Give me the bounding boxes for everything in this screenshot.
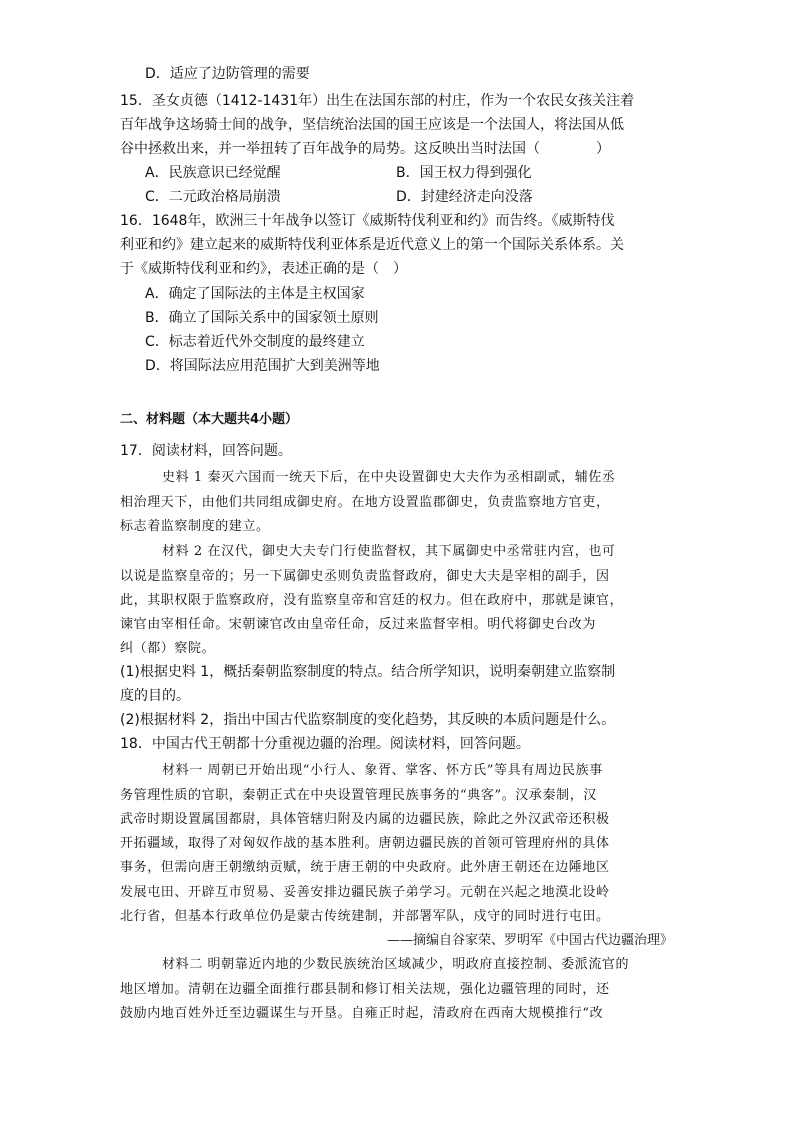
q18-material1-line-1: 材料一 周朝已开始出现“小行人、象胥、掌客、怀方氏”等具有周边民族事 — [162, 763, 603, 778]
q17-material1-line-2: 相治理天下，由他们共同组成御史府。在地方设置监郡御史，负责监察地方官吏， — [120, 495, 610, 510]
q16-option-d: D．将国际法应用范围扩大到美洲等地 — [145, 358, 380, 374]
q17-material2-line-3: 此，其职权限于监察政府，没有监察皇帝和宫廷的权力。但在政府中，那就是谏官， — [120, 593, 624, 608]
q16-option-b: B．确立了国际关系中的国家领土原则 — [145, 310, 379, 326]
q18-material1-line-2: 务管理性质的官职，秦朝正式在中央设置管理民族事务的“典客”。汉承秦制，汉 — [120, 788, 597, 803]
q16-stem-line-1: 16．1648年，欧洲三十年战争以签订《威斯特伐利亚和约》而告终。《威斯特伐 — [120, 213, 615, 229]
q16-stem-line-2: 利亚和约》建立起来的威斯特伐利亚体系是近代意义上的第一个国际关系体系。关 — [120, 237, 624, 253]
q16-stem-line-3: 于《威斯特伐利亚和约》，表述正确的是（ ） — [120, 261, 407, 277]
q17-stem: 17．阅读材料，回答问题。 — [120, 443, 292, 459]
q18-material1-line-5: 事务，但需向唐王朝缴纳贡赋，统于唐王朝的中央政府。此外唐王朝还在边陲地区 — [120, 860, 610, 875]
q17-material1-line-3: 标志着监察制度的建立。 — [120, 519, 270, 534]
q15-stem-line-3: 谷中拯救出来，并一举扭转了百年战争的局势。这反映出当时法国（ ） — [120, 141, 610, 157]
q18-material1-source: ——摘编自谷家荣、罗明军《中国古代边疆治理》 — [386, 933, 673, 948]
q17-material2-line-2: 以说是监察皇帝的；另一下属御史丞则负责监督政府，御史大夫是宰相的副手，因 — [120, 569, 610, 584]
q18-material1-line-3: 武帝时期设置属国都尉，具体管辖归附及内属的边疆民族，除此之外汉武帝还积极 — [120, 812, 610, 827]
q17-question-1-line-2: 度的目的。 — [120, 688, 190, 704]
q18-material2-line-2: 地区增加。清朝在边疆全面推行郡县制和修订相关法规，强化边疆管理的同时，还 — [120, 982, 610, 997]
q15-option-b: B．国王权力得到强化 — [396, 165, 532, 181]
q18-stem: 18．中国古代王朝都十分重视边疆的治理。阅读材料，回答问题。 — [120, 736, 530, 752]
q16-option-c: C．标志着近代外交制度的最终建立 — [145, 334, 365, 350]
q18-material2-line-1: 材料二 明朝靠近内地的少数民族统治区域减少，明政府直接控制、委派流官的 — [162, 957, 630, 972]
q17-material2-line-1: 材料 2 在汉代，御史大夫专门行使监督权，其下属御史中丞常驻内宫，也可 — [162, 544, 616, 559]
q15-stem-line-1: 15．圣女贞德（1412-1431年）出生在法国东部的村庄，作为一个农民女孩关注着 — [120, 93, 635, 109]
q15-option-a: A．民族意识已经觉醒 — [145, 165, 281, 181]
q15-option-d: D．封建经济走向没落 — [396, 189, 533, 205]
q16-option-a: A．确定了国际法的主体是主权国家 — [145, 286, 365, 302]
q17-material2-line-5: 纠（都）察院。 — [120, 641, 216, 656]
q18-material1-line-4: 开拓疆域，取得了对匈奴作战的基本胜利。唐朝边疆民族的首领可管理府州的具体 — [120, 836, 610, 851]
q17-material2-line-4: 谏官由宰相任命。宋朝谏官改由皇帝任命，反过来监督宰相。明代将御史台改为 — [120, 617, 597, 632]
q18-material1-line-6: 发展屯田、开辟互市贸易、妥善安排边疆民族子弟学习。元朝在兴起之地漠北设岭 — [120, 885, 610, 900]
q17-material1-line-1: 史料 1 秦灭六国而一统天下后，在中央设置御史大夫作为丞相副贰，辅佐丞 — [162, 470, 616, 485]
q15-stem-line-2: 百年战争这场骑士间的战争，坚信统治法国的国王应该是一个法国人，将法国从低 — [120, 117, 624, 133]
q18-material2-line-3: 鼓励内地百姓外迁至边疆谋生与开垦。自雍正时起，清政府在西南大规模推行“改 — [120, 1006, 604, 1021]
q15-option-c: C．二元政治格局崩溃 — [145, 189, 281, 205]
q17-question-1-line-1: (1)根据史料 1，概括秦朝监察制度的特点。结合所学知识，说明秦朝建立监察制 — [120, 664, 616, 680]
q18-material1-line-7: 北行省，但基本行政单位仍是蒙古传统建制，并部署军队，戍守的同时进行屯田。 — [120, 909, 610, 924]
section-heading: 二、材料题（本大题共4小题） — [120, 412, 299, 427]
q14-option-d: D．适应了边防管理的需要 — [145, 66, 310, 82]
q17-question-2: (2)根据材料 2，指出中国古代监察制度的变化趋势，其反映的本质问题是什么。 — [120, 712, 616, 728]
